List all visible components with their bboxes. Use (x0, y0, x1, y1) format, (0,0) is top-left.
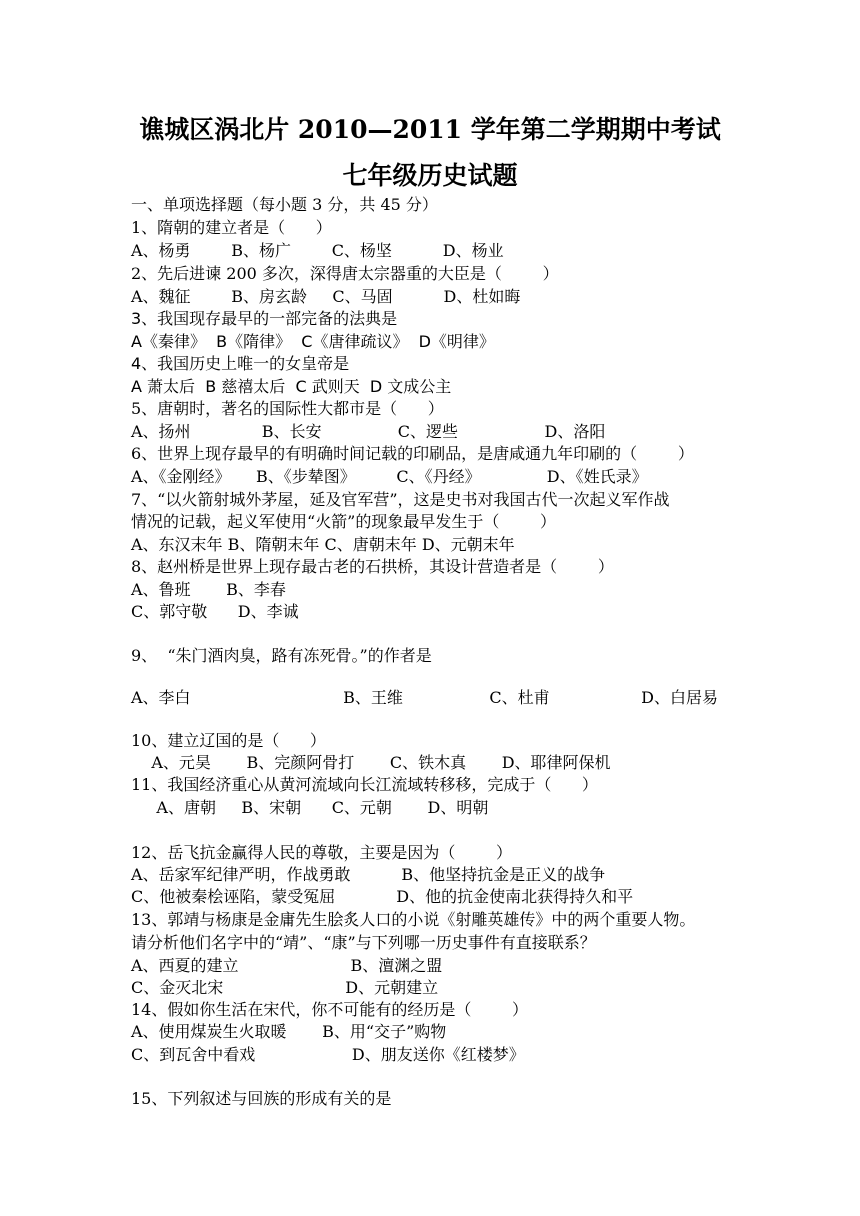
question-2: 2、先后进谏 200 多次，深得唐太宗器重的大臣是（ ） (131, 264, 559, 283)
question-8-options-ab: A、鲁班 B、李春 (131, 580, 286, 599)
question-3-options: A《秦律》 B《隋律》 C《唐律疏议》 D《明律》 (131, 332, 495, 351)
question-1: 1、隋朝的建立者是（ ） (131, 218, 332, 237)
question-6-options: A、《金刚经》 B、《步辇图》 C、《丹经》 D、《姓氏录》 (131, 467, 648, 486)
question-12-options-ab: A、岳家军纪律严明，作战勇敢 B、他坚持抗金是正义的战争 (131, 865, 606, 884)
question-6: 6、世界上现存最早的有明确时间记载的印刷品，是唐咸通九年印刷的（ ） (131, 444, 694, 463)
question-8: 8、赵州桥是世界上现存最古老的石拱桥，其设计营造者是（ ） (131, 557, 614, 576)
question-2-options: A、魏征 B、房玄龄 C、马固 D、杜如晦 (131, 287, 521, 306)
question-13-continued: 请分析他们名字中的“靖”、“康”与下列哪一历史事件有直接联系？ (131, 933, 596, 952)
question-12: 12、岳飞抗金赢得人民的尊敬，主要是因为（ ） (131, 843, 513, 862)
section-heading: 一、单项选择题（每小题 3 分，共 45 分） (131, 195, 438, 214)
question-11-options: A、唐朝 B、宋朝 C、元朝 D、明朝 (131, 798, 489, 817)
question-13-options-cd: C、金灭北宋 D、元朝建立 (131, 978, 439, 997)
question-4: 4、我国历史上唯一的女皇帝是 (131, 354, 350, 373)
question-15: 15、下列叙述与回族的形成有关的是 (131, 1089, 392, 1108)
question-1-options: A、杨勇 B、杨广 C、杨坚 D、杨业 (131, 241, 504, 260)
exam-title: 谯城区涡北片 2010—2011 学年第二学期期中考试 (139, 115, 721, 144)
question-7: 7、“以火箭射城外茅屋，延及官军营”，这是史书对我国古代一次起义军作战 (131, 490, 670, 509)
question-9: 9、 “朱门酒肉臭，路有冻死骨。”的作者是 (131, 646, 432, 665)
question-5: 5、唐朝时，著名的国际性大都市是（ ） (131, 399, 444, 418)
question-12-options-cd: C、他被秦桧诬陷，蒙受冤屈 D、他的抗金使南北获得持久和平 (131, 887, 634, 906)
question-13-options-ab: A、西夏的建立 B、澶渊之盟 (131, 956, 443, 975)
question-7-options: A、东汉末年 B、隋朝末年 C、唐朝末年 D、元朝末年 (131, 535, 515, 554)
question-14-options-ab: A、使用煤炭生火取暖 B、用“交子”购物 (131, 1022, 447, 1041)
question-5-options: A、扬州 B、长安 C、逻些 D、洛阳 (131, 422, 606, 441)
question-10-options: A、元昊 B、完颜阿骨打 C、铁木真 D、耶律阿保机 (131, 753, 611, 772)
question-14-options-cd: C、到瓦舍中看戏 D、朋友送你《红楼梦》 (131, 1045, 525, 1064)
question-11: 11、我国经济重心从黄河流域向长江流域转移移，完成于（ ） (131, 775, 598, 794)
question-8-options-cd: C、郭守敬 D、李诚 (131, 602, 299, 621)
exam-subtitle: 七年级历史试题 (342, 161, 518, 190)
question-7-continued: 情况的记载，起义军使用“火箭”的现象最早发生于（ ） (131, 512, 557, 531)
question-3: 3、我国现存最早的一部完备的法典是 (131, 309, 398, 328)
question-4-options: A 萧太后 B 慈禧太后 C 武则天 D 文成公主 (131, 377, 452, 396)
question-10: 10、建立辽国的是（ ） (131, 731, 326, 750)
question-14: 14、假如你生活在宋代，你不可能有的经历是（ ） (131, 1000, 529, 1019)
question-9-options: A、李白 B、王维 C、杜甫 D、白居易 (131, 688, 718, 707)
question-13: 13、郭靖与杨康是金庸先生脍炙人口的小说《射雕英雄传》中的两个重要人物。 (131, 910, 696, 929)
